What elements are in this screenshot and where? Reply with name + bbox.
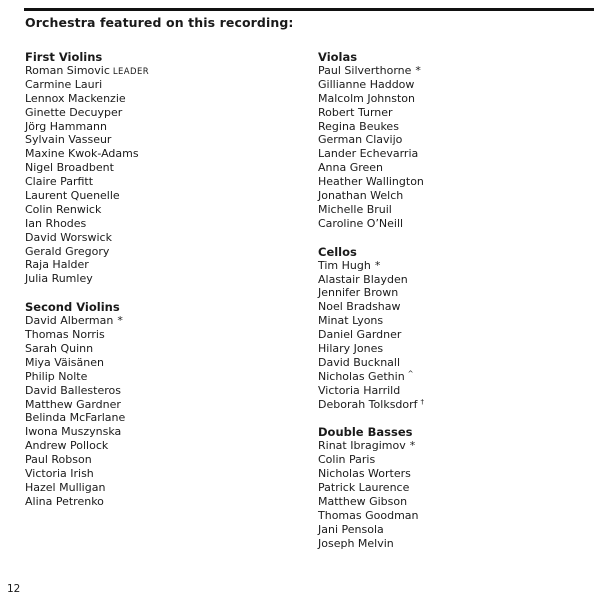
member-name: Thomas Norris — [25, 328, 105, 342]
member-name: Hazel Mulligan — [25, 480, 106, 494]
member-row — [25, 467, 149, 481]
section-double-basses — [318, 425, 424, 550]
principal-mark: * — [415, 64, 421, 77]
member-name: Nicholas Worters — [318, 467, 411, 481]
member-name: Tim Hugh — [318, 258, 371, 272]
member-name: Jani Pensola — [318, 522, 384, 536]
member-row — [318, 203, 424, 217]
member-row — [25, 328, 149, 342]
member-name: Lander Echevarria — [318, 147, 419, 161]
member-row — [318, 370, 424, 384]
member-name: Regina Beukes — [318, 119, 399, 133]
member-name: Maxine Kwok-Adams — [25, 147, 139, 161]
section-title: First Violins — [25, 50, 103, 64]
member-row — [318, 175, 424, 189]
section-title: Double Basses — [318, 425, 413, 440]
member-row — [25, 453, 149, 467]
member-row — [318, 384, 424, 398]
member-name: Rinat Ibragimov — [318, 439, 406, 453]
member-row — [318, 356, 424, 370]
member-row — [25, 217, 149, 231]
member-row — [25, 231, 149, 245]
member-row — [25, 92, 149, 106]
member-name: Michelle Bruil — [318, 202, 392, 216]
member-row — [318, 523, 424, 537]
member-name: Anna Green — [318, 161, 384, 175]
section-second-violins — [25, 300, 149, 508]
member-name: Hilary Jones — [318, 342, 384, 356]
principal-mark: * — [117, 314, 123, 328]
member-name: David Bucknall — [318, 355, 401, 369]
member-name: Jennifer Brown — [318, 286, 399, 300]
member-name: Alastair Blayden — [318, 272, 408, 286]
section-title: Second Violins — [25, 300, 120, 315]
member-name: Paul Robson — [25, 453, 92, 467]
member-row — [318, 147, 424, 161]
member-name: Joseph Melvin — [318, 536, 394, 550]
member-name: Matthew Gardner — [25, 397, 121, 411]
member-row — [25, 78, 149, 92]
section-title: Violas — [318, 50, 358, 64]
member-name: Colin Paris — [318, 453, 376, 467]
member-row — [25, 189, 149, 203]
member-name: Nicholas Gethin — [318, 369, 405, 383]
member-name: Victoria Irish — [25, 467, 94, 481]
member-name: Gerald Gregory — [25, 244, 110, 258]
member-name: Lennox Mackenzie — [25, 91, 126, 105]
member-row — [318, 189, 424, 203]
member-name: Iwona Muszynska — [25, 425, 122, 439]
member-name: Alina Petrenko — [25, 494, 104, 508]
member-row — [25, 411, 149, 425]
member-row — [318, 439, 424, 453]
member-name: Julia Rumley — [25, 272, 93, 286]
member-row — [318, 120, 424, 134]
member-name: Ginette Decuyper — [25, 105, 123, 119]
member-row — [25, 258, 149, 272]
member-name: Belinda McFarlane — [25, 411, 126, 425]
member-row — [318, 467, 424, 481]
member-row — [25, 147, 149, 161]
section-first-violins — [25, 50, 149, 286]
member-name: Jörg Hammann — [25, 119, 107, 133]
member-row — [25, 203, 149, 217]
member-row — [318, 133, 424, 147]
member-name: Victoria Harrild — [318, 383, 401, 397]
member-row — [25, 425, 149, 439]
page-heading: Orchestra featured on this recording: — [25, 15, 294, 30]
member-name: Colin Renwick — [25, 202, 102, 216]
member-name: Patrick Laurence — [318, 481, 410, 495]
member-row — [318, 398, 424, 412]
member-row — [318, 92, 424, 106]
member-name: Roman Simovic — [25, 64, 110, 77]
member-name: Laurent Quenelle — [25, 189, 120, 203]
member-row — [25, 314, 149, 328]
section-violas — [318, 50, 424, 231]
left-column — [25, 50, 149, 523]
member-row — [318, 78, 424, 92]
member-row — [25, 133, 149, 147]
member-row — [318, 161, 424, 175]
member-row — [25, 272, 149, 286]
member-name: Andrew Pollock — [25, 439, 109, 453]
top-rule — [24, 8, 594, 11]
member-name: Raja Halder — [25, 258, 89, 272]
member-row — [25, 495, 149, 509]
section-cellos — [318, 245, 424, 412]
member-name: Daniel Gardner — [318, 328, 402, 342]
member-row — [318, 495, 424, 509]
member-name: Noel Bradshaw — [318, 300, 401, 314]
member-row — [318, 217, 424, 231]
member-name: Thomas Goodman — [318, 508, 419, 522]
member-row — [318, 481, 424, 495]
member-row — [25, 245, 149, 259]
member-row — [25, 481, 149, 495]
member-name: Deborah Tolksdorf — [318, 397, 418, 411]
member-row — [318, 259, 424, 273]
member-row — [318, 328, 424, 342]
member-row — [318, 537, 424, 551]
member-name: German Clavijo — [318, 133, 403, 147]
member-name: Minat Lyons — [318, 314, 384, 328]
member-name: Sylvain Vasseur — [25, 133, 112, 147]
member-row — [318, 273, 424, 287]
member-name: David Ballesteros — [25, 383, 121, 397]
member-row — [318, 64, 424, 78]
member-row — [25, 120, 149, 134]
member-name: Paul Silverthorne — [318, 64, 412, 77]
member-row — [318, 342, 424, 356]
footnote-mark: † — [420, 397, 425, 406]
member-row — [318, 106, 424, 120]
member-name: Philip Nolte — [25, 369, 88, 383]
section-title: Cellos — [318, 244, 357, 259]
member-name: Ian Rhodes — [25, 216, 87, 230]
member-row — [318, 453, 424, 467]
member-name: Jonathan Welch — [318, 189, 404, 203]
footnote-mark: ^ — [407, 369, 414, 378]
member-row — [25, 398, 149, 412]
member-row — [25, 161, 149, 175]
member-name: David Worswick — [25, 230, 112, 244]
member-name: Matthew Gibson — [318, 495, 408, 509]
right-column — [318, 50, 424, 565]
member-name: Sarah Quinn — [25, 342, 94, 356]
member-name: Heather Wallington — [318, 175, 424, 189]
member-row — [25, 370, 149, 384]
member-row — [25, 356, 149, 370]
member-name: Gillianne Haddow — [318, 77, 415, 91]
member-row — [25, 384, 149, 398]
member-role: LEADER — [112, 67, 150, 77]
member-row — [25, 439, 149, 453]
member-row — [25, 64, 149, 78]
member-row — [25, 342, 149, 356]
member-row — [318, 509, 424, 523]
member-name: Caroline O’Neill — [318, 216, 404, 230]
member-name: Robert Turner — [318, 105, 393, 119]
member-row — [25, 106, 149, 120]
page-number: 12 — [7, 583, 21, 595]
member-row — [318, 286, 424, 300]
member-name: Miya Väisänen — [25, 355, 104, 369]
member-row — [318, 300, 424, 314]
member-name: Nigel Broadbent — [25, 161, 114, 175]
member-name: David Alberman — [25, 314, 114, 328]
principal-mark: * — [374, 258, 381, 272]
member-name: Claire Parfitt — [25, 175, 94, 189]
member-name: Carmine Lauri — [25, 77, 103, 91]
member-row — [318, 314, 424, 328]
member-name: Malcolm Johnston — [318, 91, 415, 105]
principal-mark: * — [409, 439, 416, 453]
member-row — [25, 175, 149, 189]
